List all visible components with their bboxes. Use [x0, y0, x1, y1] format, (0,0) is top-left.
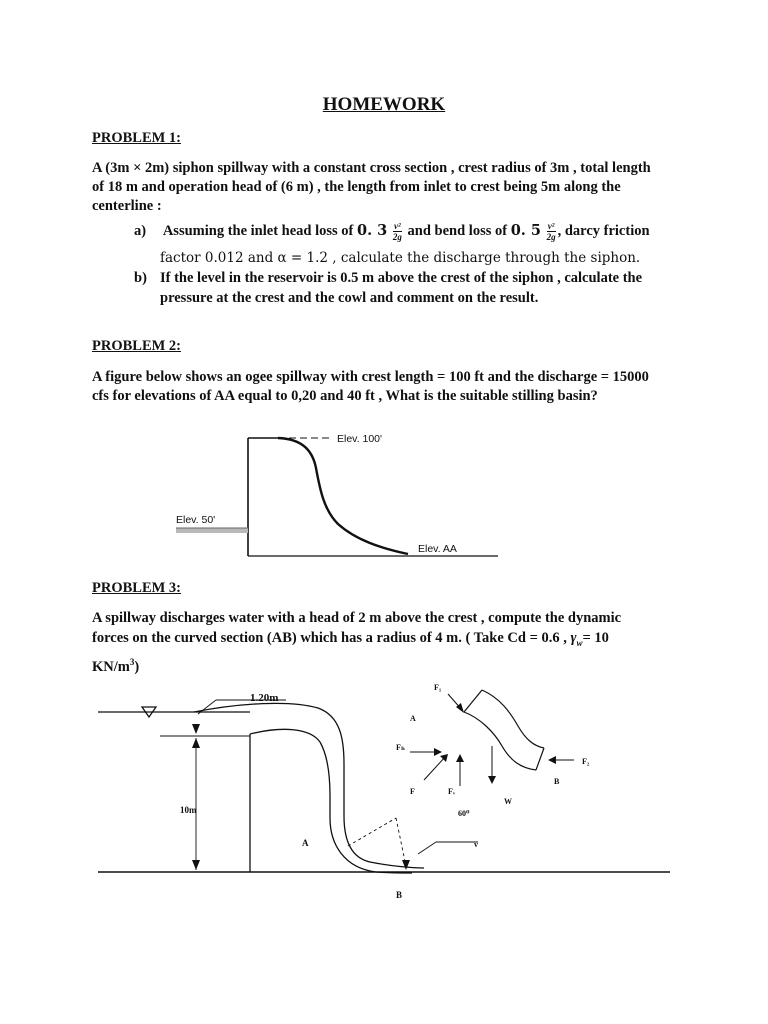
problem2-heading: PROBLEM 2: — [92, 338, 182, 354]
bend-outer-edge — [464, 712, 536, 770]
problem3-heading: PROBLEM 3: — [92, 580, 182, 596]
label-w: W — [504, 797, 512, 806]
bend-section-b — [536, 748, 544, 770]
problem1-item-a-line-2: factor 0.012 and α = 1.2 , calculate the discharge through the siphon. — [160, 250, 641, 266]
item-a-text-2: and bend loss of — [407, 223, 508, 239]
label-head: 1.20m — [250, 692, 279, 704]
label-a-left: A — [302, 838, 309, 848]
velocity-head-fraction-1: $\frac{\text{v²}}{2g}$ — [392, 221, 402, 243]
nappe-upper-surface — [194, 703, 424, 868]
item-b-label: b) — [134, 270, 147, 286]
problem3-text — [92, 609, 692, 677]
bucket-exit-line — [418, 842, 436, 854]
bend-inner-edge — [482, 690, 544, 748]
curved-spillway-figure — [90, 676, 690, 908]
label-elev-100: Elev. 100' — [337, 433, 383, 445]
label-elev-aa: Elev. AA — [418, 543, 457, 555]
force-fv-head — [456, 754, 464, 762]
exit-arrow — [402, 860, 410, 870]
bend-loss-coefficient: 0. 5 — [510, 222, 541, 239]
problem1-line-3: centerline : — [92, 198, 162, 214]
page-title: HOMEWORK — [322, 94, 446, 115]
label-angle: 60⁰ — [458, 809, 470, 818]
ogee-spillway-figure — [170, 428, 510, 560]
problem1-line-1: A (3m × 2m) siphon spillway with a constant cross section , crest radius of 3m , total length — [92, 160, 651, 176]
bend-section-a — [464, 690, 482, 712]
item-b-text-1: If the level in the reservoir is 0.5 m above the crest of the siphon , calculate the — [160, 270, 643, 286]
head-arrow-bottom — [192, 724, 200, 734]
problem2-line-2: cfs for elevations of AA equal to 0,20 and 40 ft , What is the suitable stilling basin? — [92, 388, 598, 404]
label-elev-50: Elev. 50' — [176, 514, 216, 526]
item-a-label: a) — [134, 223, 147, 239]
spillway-face — [250, 729, 412, 873]
label-a-right: A — [410, 714, 416, 723]
label-fv: Fᵥ — [448, 787, 456, 796]
label-f1: F₁ — [434, 683, 442, 692]
height-arrow-top — [192, 738, 200, 748]
problem1-line-2: of 18 m and operation head of (6 m) , the length from inlet to crest being 5m along the — [92, 179, 621, 195]
problem3-line-2: forces on the curved section (AB) which has a radius of 4 m. ( Take Cd = 0.6 , $\gamma_w= 10$ — [92, 629, 609, 648]
label-v: v — [474, 840, 478, 849]
label-f2: F₂ — [582, 757, 590, 766]
inlet-loss-coefficient: 0. 3 — [357, 222, 388, 239]
item-a-text-1: Assuming the inlet head loss of — [162, 223, 354, 239]
radius-line-dashed — [348, 818, 396, 846]
ogee-profile-curve — [278, 438, 408, 554]
force-fh-head — [434, 748, 442, 756]
item-a-text-3: , darcy friction — [557, 223, 650, 239]
label-b-right: B — [554, 777, 560, 786]
label-height: 10m — [180, 805, 197, 815]
gamma-symbol: $\gamma_w$ — [570, 629, 583, 648]
force-f2-head — [548, 756, 556, 764]
problem3-line-1: A spillway discharges water with a head of 2 m above the crest , compute the dynamic — [92, 610, 622, 626]
problem1-item-b-line-2: pressure at the crest and the cowl and comment on the result. — [160, 290, 539, 306]
velocity-head-fraction-2: $\frac{\text{v²}}{2g}$ — [546, 221, 556, 243]
weight-head — [488, 776, 496, 784]
problem1-item-b — [134, 268, 642, 289]
force-f-arrow — [424, 756, 446, 780]
problem1-text — [92, 159, 692, 216]
label-b-bottom: B — [396, 890, 403, 900]
problem2-text — [92, 368, 692, 406]
problem1-item-a — [134, 220, 650, 242]
height-arrow-bottom — [192, 860, 200, 870]
problem2-line-1: A figure below shows an ogee spillway with crest length = 100 ft and the discharge = 15000 — [92, 369, 649, 385]
problem1-heading: PROBLEM 1: — [92, 130, 182, 146]
radius-line-dashed-2 — [396, 818, 406, 866]
upstream-water-level-band — [176, 528, 248, 533]
problem3-line-3: $KN/m^3$) — [92, 656, 140, 675]
label-fh: Fₕ — [396, 743, 406, 752]
label-f: F — [410, 787, 415, 796]
